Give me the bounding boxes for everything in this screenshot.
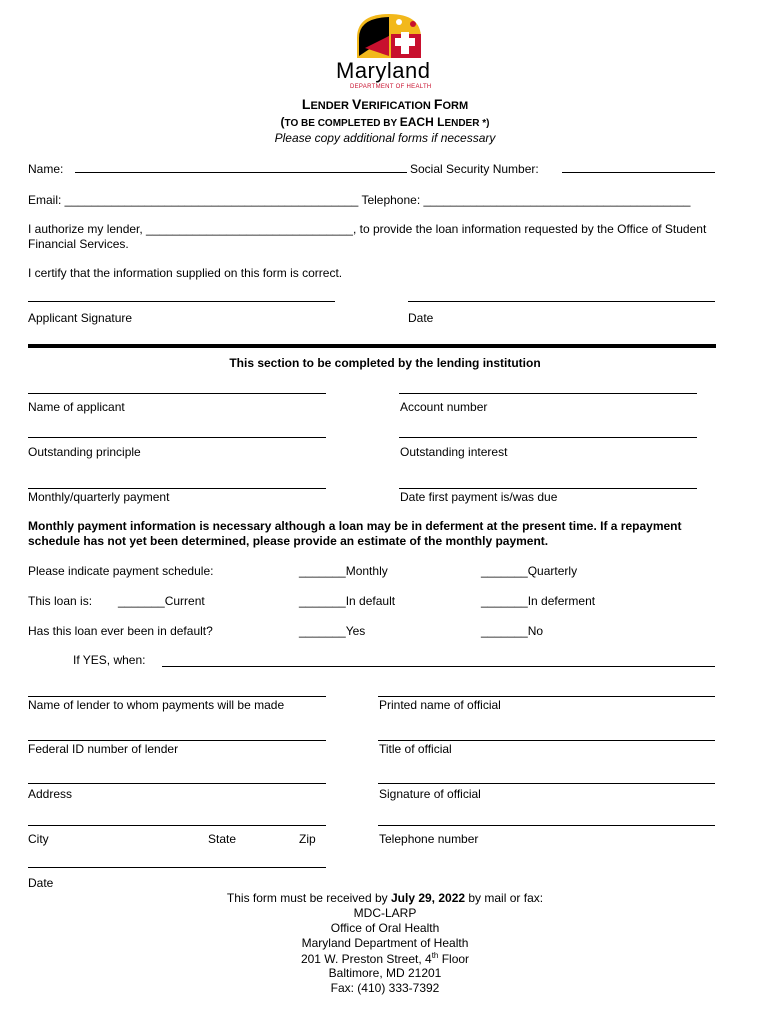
lender-name-field[interactable] bbox=[28, 696, 326, 697]
lender-name-label: Name of lender to whom payments will be made bbox=[28, 698, 285, 712]
footer-fax: Fax: (410) 333-7392 bbox=[330, 981, 440, 995]
lender-date-field[interactable] bbox=[28, 867, 326, 868]
if-yes-when-field[interactable] bbox=[162, 666, 715, 667]
option-no[interactable]: _______No bbox=[481, 624, 544, 638]
option-in-default[interactable]: _______In default bbox=[299, 594, 396, 608]
email-telephone-line[interactable]: Email: ____________________________________________ Telephone: ________________________________________ bbox=[28, 193, 691, 207]
notice-line-2: schedule has not yet been determined, please provide an estimate of the monthly payment. bbox=[28, 534, 549, 548]
federal-id-label: Federal ID number of lender bbox=[28, 742, 179, 756]
footer-received: This form must be received by July 29, 2022 by mail or fax: bbox=[226, 891, 544, 905]
outstanding-interest-field[interactable] bbox=[399, 437, 697, 438]
applicant-signature-label: Applicant Signature bbox=[28, 311, 133, 325]
form-title: LENDER VERIFICATION FORM bbox=[301, 96, 469, 112]
account-number-field[interactable] bbox=[399, 393, 697, 394]
city-state-zip-field[interactable] bbox=[28, 825, 326, 826]
footer-city: Baltimore, MD 21201 bbox=[328, 966, 442, 980]
name-of-applicant-label: Name of applicant bbox=[28, 400, 125, 414]
ssn-field[interactable] bbox=[562, 172, 715, 173]
maryland-flag-icon bbox=[355, 12, 423, 60]
signature-official-label: Signature of official bbox=[379, 787, 481, 801]
state-label: State bbox=[208, 832, 237, 846]
schedule-label: Please indicate payment schedule: bbox=[28, 564, 214, 578]
outstanding-principle-label: Outstanding principle bbox=[28, 445, 141, 459]
loan-is-label: This loan is: bbox=[28, 594, 93, 608]
maryland-logo bbox=[355, 12, 423, 60]
account-number-label: Account number bbox=[400, 400, 488, 414]
city-label: City bbox=[28, 832, 49, 846]
title-official-field[interactable] bbox=[378, 740, 715, 741]
lender-section-heading: This section to be completed by the lending institution bbox=[229, 356, 541, 370]
title-official-label: Title of official bbox=[379, 742, 452, 756]
name-field[interactable] bbox=[75, 172, 407, 173]
signature-official-field[interactable] bbox=[378, 783, 715, 784]
date-first-payment-field[interactable] bbox=[399, 488, 697, 489]
applicant-date-field[interactable] bbox=[408, 301, 715, 302]
address-field[interactable] bbox=[28, 783, 326, 784]
name-label: Name: bbox=[28, 162, 64, 176]
logo-name: Maryland bbox=[336, 58, 431, 83]
telephone-number-field[interactable] bbox=[378, 825, 715, 826]
option-yes[interactable]: _______Yes bbox=[299, 624, 366, 638]
lender-date-label: Date bbox=[28, 876, 54, 890]
if-yes-label: If YES, when: bbox=[73, 653, 146, 667]
applicant-date-label: Date bbox=[408, 311, 434, 325]
printed-name-field[interactable] bbox=[378, 696, 715, 697]
date-first-payment-label: Date first payment is/was due bbox=[400, 490, 558, 504]
monthly-payment-field[interactable] bbox=[28, 488, 326, 489]
address-label: Address bbox=[28, 787, 73, 801]
outstanding-principle-field[interactable] bbox=[28, 437, 326, 438]
logo-subtitle: DEPARTMENT OF HEALTH bbox=[350, 84, 432, 90]
applicant-signature-field[interactable] bbox=[28, 301, 335, 302]
option-quarterly[interactable]: _______Quarterly bbox=[481, 564, 578, 578]
option-monthly[interactable]: _______Monthly bbox=[299, 564, 388, 578]
certify-text: I certify that the information supplied on this form is correct. bbox=[28, 266, 343, 280]
option-in-deferment[interactable]: _______In deferment bbox=[481, 594, 596, 608]
authorize-line-1: I authorize my lender, _______________________________, to provide the loan information requested by the Office of Student bbox=[28, 222, 707, 236]
footer-org: MDC-LARP bbox=[353, 906, 417, 920]
outstanding-interest-label: Outstanding interest bbox=[400, 445, 508, 459]
footer-dept: Maryland Department of Health bbox=[301, 936, 469, 950]
zip-label: Zip bbox=[299, 832, 316, 846]
federal-id-field[interactable] bbox=[28, 740, 326, 741]
ssn-label: Social Security Number: bbox=[410, 162, 539, 176]
monthly-payment-label: Monthly/quarterly payment bbox=[28, 490, 170, 504]
authorize-line-2: Financial Services. bbox=[28, 237, 129, 251]
notice-line-1: Monthly payment information is necessary although a loan may be in deferment at the present time. If a repayment bbox=[28, 519, 682, 533]
copy-note: Please copy additional forms if necessary bbox=[274, 131, 496, 145]
name-of-applicant-field[interactable] bbox=[28, 393, 326, 394]
option-current[interactable]: _______Current bbox=[118, 594, 205, 608]
section-divider bbox=[28, 344, 716, 348]
printed-name-label: Printed name of official bbox=[379, 698, 501, 712]
footer-street: 201 W. Preston Street, 4th Floor bbox=[300, 951, 470, 966]
footer-office: Office of Oral Health bbox=[330, 921, 440, 935]
telephone-number-label: Telephone number bbox=[379, 832, 479, 846]
form-subtitle: (TO BE COMPLETED BY EACH LENDER *) bbox=[280, 115, 490, 129]
default-question: Has this loan ever been in default? bbox=[28, 624, 213, 638]
